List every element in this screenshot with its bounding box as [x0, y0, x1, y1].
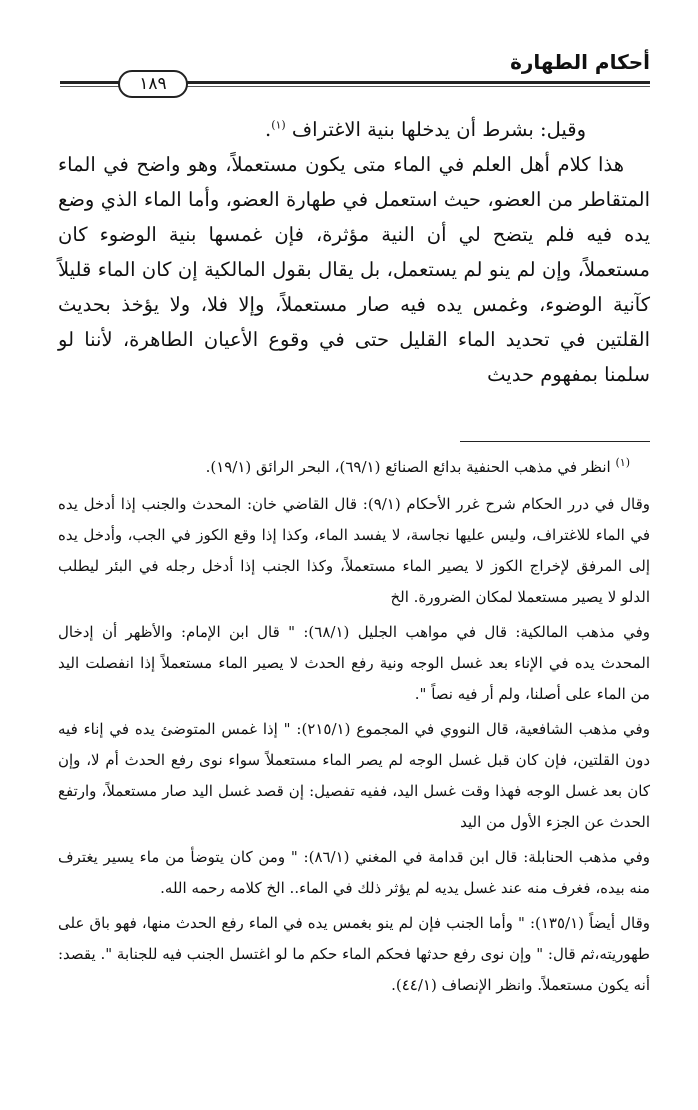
footnote: وقال أيضاً (١٣٥/١): " وأما الجنب فإن لم ينو بغمس يده في الماء رفع الحدث منها، فهو باق على طهوريته،ثم قال: " وإن نوى رفع حدثها فحكم الماء حكم ما لو اغتسل الجنب فيه للجنابة ". يقصد: أنه يكون مستعملاً. وانظر الإنصاف (٤٤/١). — [58, 914, 650, 994]
footnote-marker: (١) — [615, 456, 630, 469]
main-text — [58, 112, 650, 392]
footnote: وفي مذهب الحنابلة: قال ابن قدامة في المغني (٨٦/١): " ومن كان يتوضأ من ماء يسير يغترف منه بيده، فغرف منه عند غسل يديه لم يؤثر ذلك في الماء.. الخ كلامه رحمه الله. — [58, 848, 650, 897]
footnote: وفي مذهب الشافعية، قال النووي في المجموع (٢١٥/١): " إذا غمس المتوضئ يده في إناء فيه دون القلتين، فإن كان قبل غسل الوجه لم يصر الماء مستعملاً سواء نوى رفع الحدث أم لا، وإن كان بعد غسل الوجه فهذا وقت غسل اليد، ففيه تفصيل: إن قصد غسل اليد صار مستعملاً، وارتفع الحدث عن الجزء الأول من اليد — [58, 720, 650, 831]
running-header-title: أحكام الطهارة — [510, 50, 650, 74]
footnote-separator — [460, 441, 650, 442]
footnote-text: انظر في مذهب الحنفية بدائع الصنائع (٦٩/١)، البحر الرائق (١٩/١). — [205, 458, 611, 476]
footnote: وفي مذهب المالكية: قال في مواهب الجليل (٦٨/١): " قال ابن الإمام: والأظهر أن إدخال المحدث يده في الإناء بعد غسل الوجه ونية رفع الحدث لا يصير الماء مستعملاً إذا انفصلت اليد من الماء على أصلنا، ولم أر فيه نصاً ". — [58, 623, 650, 703]
main-paragraph: وقيل: بشرط أن يدخلها بنية الاغتراف $^{(١)}$. — [265, 118, 586, 141]
footnote: وقال في درر الحكام شرح غرر الأحكام (٩/١): قال القاضي خان: المحدث والجنب إذا أدخل يده في الماء للاغتراف، وليس عليها نجاسة، لا يفسد الماء، وكذا إذا وقع الكوز في الجب، وأدخل يده إلى المرفق لإخراج الكوز لا يصير الماء مستعملاً، وكذا الجنب إذا أدخل رجله في البئر ليطلب الدلو لا يصير مستعملا لمكان الضرورة. الخ — [58, 495, 650, 606]
page-number: ١٨٩ — [118, 70, 188, 98]
footnote-reference: (١) — [271, 118, 286, 132]
main-paragraph: هذا كلام أهل العلم في الماء متى يكون مستعملاً، وهو واضح في الماء المتقاطر من العضو، حيث استعمل في طهارة العضو، وأما الماء الذي وضع يده فيه فلم يتضح لي أن النية مؤثرة، فإن غمسها بنية الوضوء كان مستعملاً، وإن لم ينو لم يستعمل، بل يقال بقول المالكية إن كان الماء قليلاً كآنية الوضوء، وغمس يده فيه صار مستعملاً، وإلا فلا، ولا يؤخذ بحديث القلتين في تحديد الماء القليل حتى في وقوع الأعيان الطاهرة، لأننا لو سلمنا بمفهوم حديث — [58, 153, 650, 386]
main-paragraph-text: وقيل: بشرط أن يدخلها بنية الاغتراف — [291, 118, 586, 141]
footnote — [58, 452, 650, 483]
footnotes — [58, 452, 650, 1005]
